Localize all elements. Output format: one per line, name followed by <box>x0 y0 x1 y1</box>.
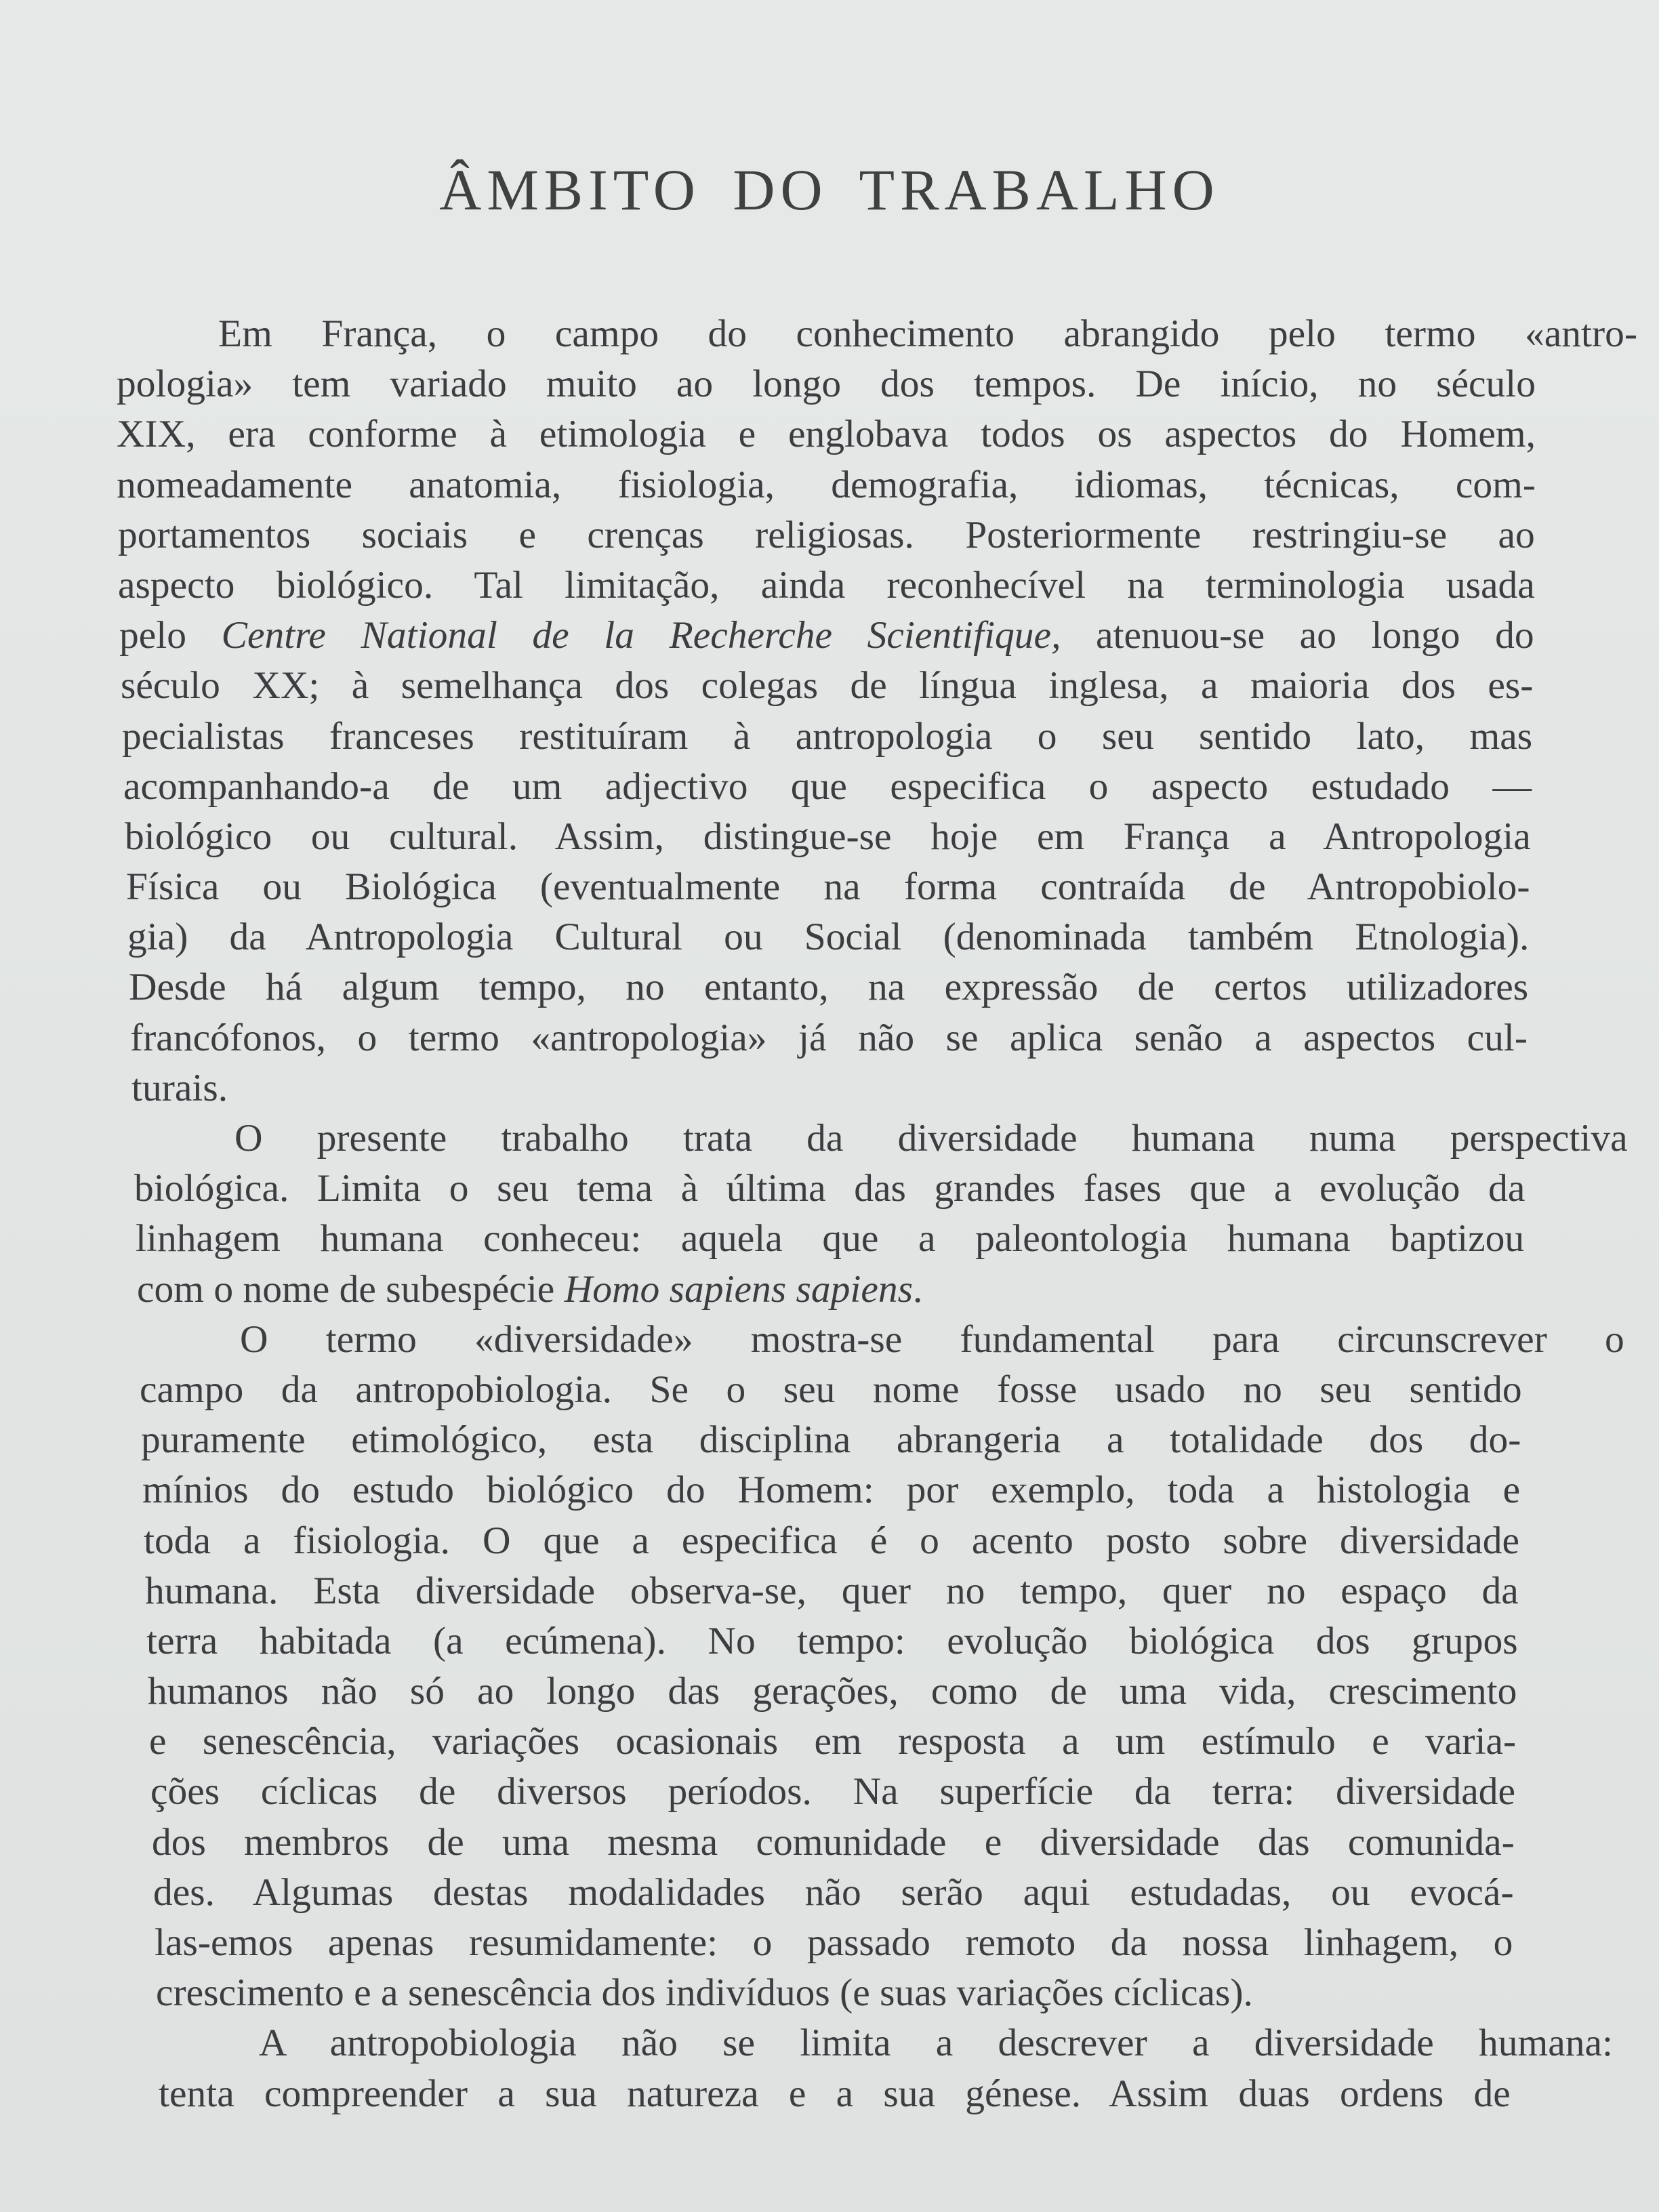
text-line: biológico ou cultural. Assim, distingue-se hoje em França a Antropologia <box>125 815 1531 858</box>
text-line: e senescência, variações ocasionais em resposta a um estímulo e varia- <box>149 1720 1517 1763</box>
text-line: portamentos sociais e crenças religiosas. Posteriormente restringiu-se ao <box>118 513 1535 556</box>
text-line: Em França, o campo do conhecimento abrangido pelo termo «antro- <box>218 312 1637 355</box>
paragraph <box>117 2018 1613 2118</box>
text-line: Desde há algum tempo, no entanto, na expressão de certos utilizadores <box>129 966 1529 1009</box>
text-line: XIX, era conforme à etimologia e englobava todos os aspectos do Homem, <box>117 413 1536 456</box>
text-line: pecialistas franceses restituíram à antropologia o seu sentido lato, mas <box>122 714 1533 758</box>
text-line: gia) da Antropologia Cultural ou Social (denominada também Etnologia). <box>127 916 1530 959</box>
text-line: turais. <box>131 1066 228 1109</box>
body-text <box>117 309 1637 2119</box>
text-line: dos membros de uma mesma comunidade e diversidade das comunida- <box>152 1820 1515 1864</box>
page-title: ÂMBITO DO TRABALHO <box>439 157 1220 222</box>
text-line: humanos não só ao longo das gerações, como de uma vida, crescimento <box>148 1670 1517 1713</box>
text-line: mínios do estudo biológico do Homem: por exemplo, toda a histologia e <box>142 1469 1521 1512</box>
text-line: século XX; à semelhança dos colegas de língua inglesa, a maioria dos es- <box>121 664 1534 708</box>
text-line: pelo Centre National de la Recherche Scientifique, atenuou-se ao longo do <box>119 614 1534 657</box>
text-line: aspecto biológico. Tal limitação, ainda reconhecível na terminologia usada <box>118 563 1535 607</box>
italic-phrase: Centre National de la Recherche Scientifique, <box>221 614 1061 657</box>
text-line: francófonos, o termo «antropologia» já não se aplica senão a aspectos cul- <box>130 1016 1528 1059</box>
text-line: crescimento e a senescência dos indivíduos (e suas variações cíclicas). <box>156 1971 1253 2015</box>
text-line: des. Algumas destas modalidades não serão aqui estudadas, ou evocá- <box>153 1870 1514 1914</box>
paragraph <box>117 1113 1628 1315</box>
paragraph <box>117 1315 1624 2019</box>
italic-phrase: Homo sapiens sapiens <box>564 1267 914 1311</box>
text-line: biológica. Limita o seu tema à última das grandes fases que a evolução da <box>134 1167 1525 1210</box>
text-line: puramente etimológico, esta disciplina abrangeria a totalidade dos do- <box>141 1418 1521 1462</box>
text-line: ções cíclicas de diversos períodos. Na superfície da terra: diversidade <box>150 1770 1515 1814</box>
text-line: O presente trabalho trata da diversidade humana numa perspectiva <box>234 1117 1628 1160</box>
text-line: A antropobiologia não se limita a descrever a diversidade humana: <box>259 2022 1613 2065</box>
text-line: acompanhando-a de um adjectivo que especifica o aspecto estudado — <box>123 764 1532 808</box>
text-line: O termo «diversidade» mostra-se fundamental para circunscrever o <box>240 1317 1624 1361</box>
text-line: com o nome de subespécie Homo sapiens sapiens. <box>137 1267 923 1311</box>
text-line: toda a fisiologia. O que a especifica é o acento posto sobre diversidade <box>144 1519 1519 1562</box>
text-line: nomeadamente anatomia, fisiologia, demografia, idiomas, técnicas, com- <box>117 463 1536 506</box>
text-line: linhagem humana conheceu: aquela que a paleontologia humana baptizou <box>136 1217 1525 1261</box>
text-line: Física ou Biológica (eventualmente na forma contraída de Antropobiolo- <box>126 865 1530 909</box>
text-line: tenta compreender a sua natureza e a sua génese. Assim duas ordens de <box>159 2072 1511 2115</box>
text-line: pologia» tem variado muito ao longo dos tempos. De início, no século <box>117 363 1536 406</box>
text-line: humana. Esta diversidade observa-se, quer no tempo, quer no espaço da <box>145 1569 1519 1612</box>
text-line: las-emos apenas resumidamente: o passado remoto da nossa linhagem, o <box>155 1921 1513 1964</box>
paragraph <box>117 309 1637 1113</box>
text-line: terra habitada (a ecúmena). No tempo: evolução biológica dos grupos <box>146 1619 1518 1662</box>
text-line: campo da antropobiologia. Se o seu nome fosse usado no seu sentido <box>140 1368 1522 1411</box>
